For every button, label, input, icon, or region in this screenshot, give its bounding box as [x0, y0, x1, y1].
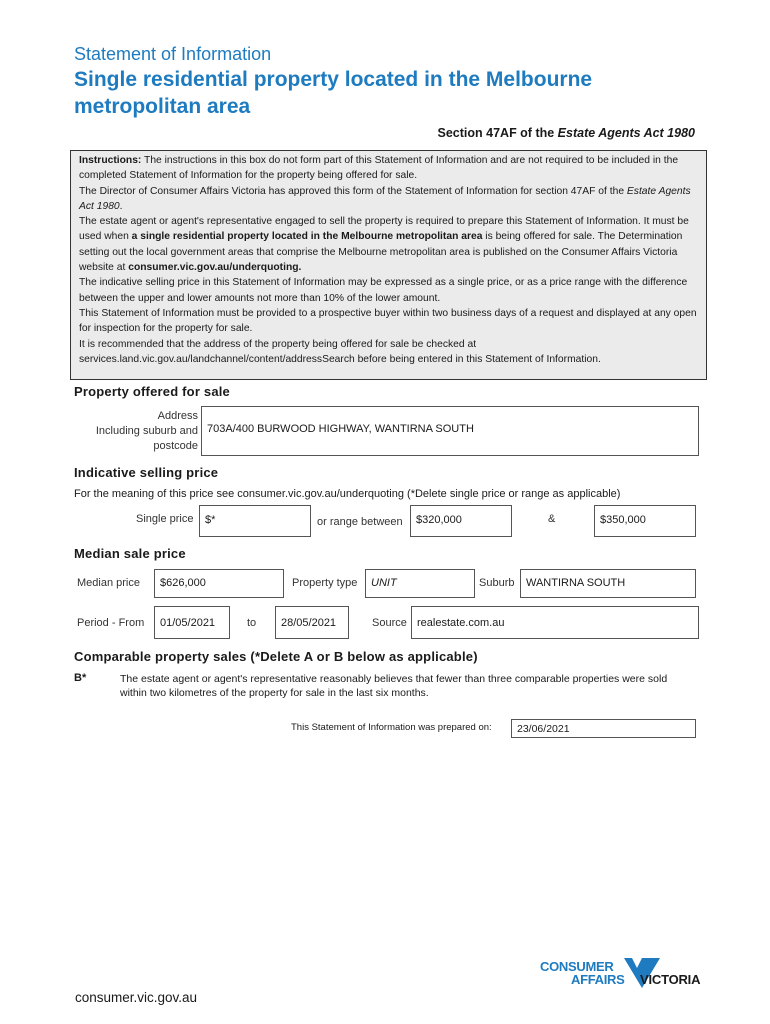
range-ampersand: & — [548, 513, 556, 525]
consumer-affairs-victoria-logo — [540, 958, 715, 998]
price-note: For the meaning of this price see consumer.vic.gov.au/underquoting (*Delete single price or range as applicable) — [74, 488, 621, 500]
footer-url[interactable]: consumer.vic.gov.au — [75, 990, 198, 1005]
form-title: Single residential property located in the Melbourne metropolitan area — [74, 68, 593, 118]
logo-affairs-text: AFFAIRS — [571, 972, 625, 987]
comparable-heading: Comparable property sales (*Delete A or B below as applicable) — [74, 649, 478, 664]
logo-victoria-text: VICTORIA — [640, 972, 701, 987]
median-price-label: Median price — [77, 577, 140, 589]
period-from-label: Period - From — [77, 617, 145, 629]
period-from-field[interactable]: 01/05/2021 — [154, 606, 230, 639]
option-b-text: The estate agent or agent's representative reasonably believes that fewer than three comparable properties were sold within two kilometres of the property for sale in the last six months. — [120, 673, 668, 699]
address-label: Address Including suburb and postcode — [95, 410, 198, 452]
period-to-label: to — [247, 617, 257, 629]
single-price-field[interactable]: $* — [199, 505, 311, 537]
source-field[interactable]: realestate.com.au — [411, 606, 699, 639]
range-high-field[interactable]: $350,000 — [594, 505, 696, 537]
property-heading: Property offered for sale — [74, 384, 230, 399]
address-field[interactable]: 703A/400 BURWOOD HIGHWAY, WANTIRNA SOUTH — [201, 406, 699, 456]
suburb-field[interactable]: WANTIRNA SOUTH — [520, 569, 696, 598]
median-price-field[interactable]: $626,000 — [154, 569, 284, 598]
property-type-field[interactable]: UNIT — [365, 569, 475, 598]
prepared-date-field[interactable]: 23/06/2021 — [511, 719, 696, 738]
suburb-label: Suburb — [479, 577, 515, 589]
median-heading: Median sale price — [74, 546, 186, 561]
prepared-label: This Statement of Information was prepared on: — [291, 722, 492, 733]
source-label: Source — [372, 617, 407, 629]
range-low-field[interactable]: $320,000 — [410, 505, 512, 537]
option-b-label: B* — [74, 672, 87, 684]
range-label: or range between — [317, 516, 403, 528]
section-reference: Section 47AF of the Estate Agents Act 1980 — [437, 126, 695, 140]
period-to-field[interactable]: 28/05/2021 — [275, 606, 349, 639]
property-type-label: Property type — [292, 577, 358, 589]
single-price-label: Single price — [136, 513, 194, 525]
price-heading: Indicative selling price — [74, 465, 219, 480]
logo-consumer-text: CONSUMER — [540, 959, 614, 974]
instructions-box: Instructions: The instructions in this box do not form part of this Statement of Information and are not required to be included in the completed Statement of Information for the property being offered for sale. The Director of Consumer Affairs Victoria has approved this form of the Statement of Information for section 47AF of the Estate Agents Act 1980. The estate agent or agent's representative engaged to sell the property is required to prepare this Statement of Information. It must be used when a single residential property located in the Melbourne metropolitan area is being offered for sale. The Determination setting out the local government areas that comprise the Melbourne metropolitan area is published on the Consumer Affairs Victoria website at consumer.vic.gov.au/underquoting. The indicative selling price in this Statement of Information may be expressed as a single price, or as a price range with the difference between the upper and lower amounts not more than 10% of the lower amount. This Statement of Information must be provided to a prospective buyer within two business days of a request and displayed at any open for inspection for the property for sale. It is recommended that the address of the property being offered for sale be checked at services.land.vic.gov.au/landchannel/content/addressSearch before being entered in this Statement of Information. — [70, 150, 707, 380]
instructions-label: Instructions: — [79, 155, 142, 166]
form-subtitle: Statement of Information — [74, 44, 272, 64]
